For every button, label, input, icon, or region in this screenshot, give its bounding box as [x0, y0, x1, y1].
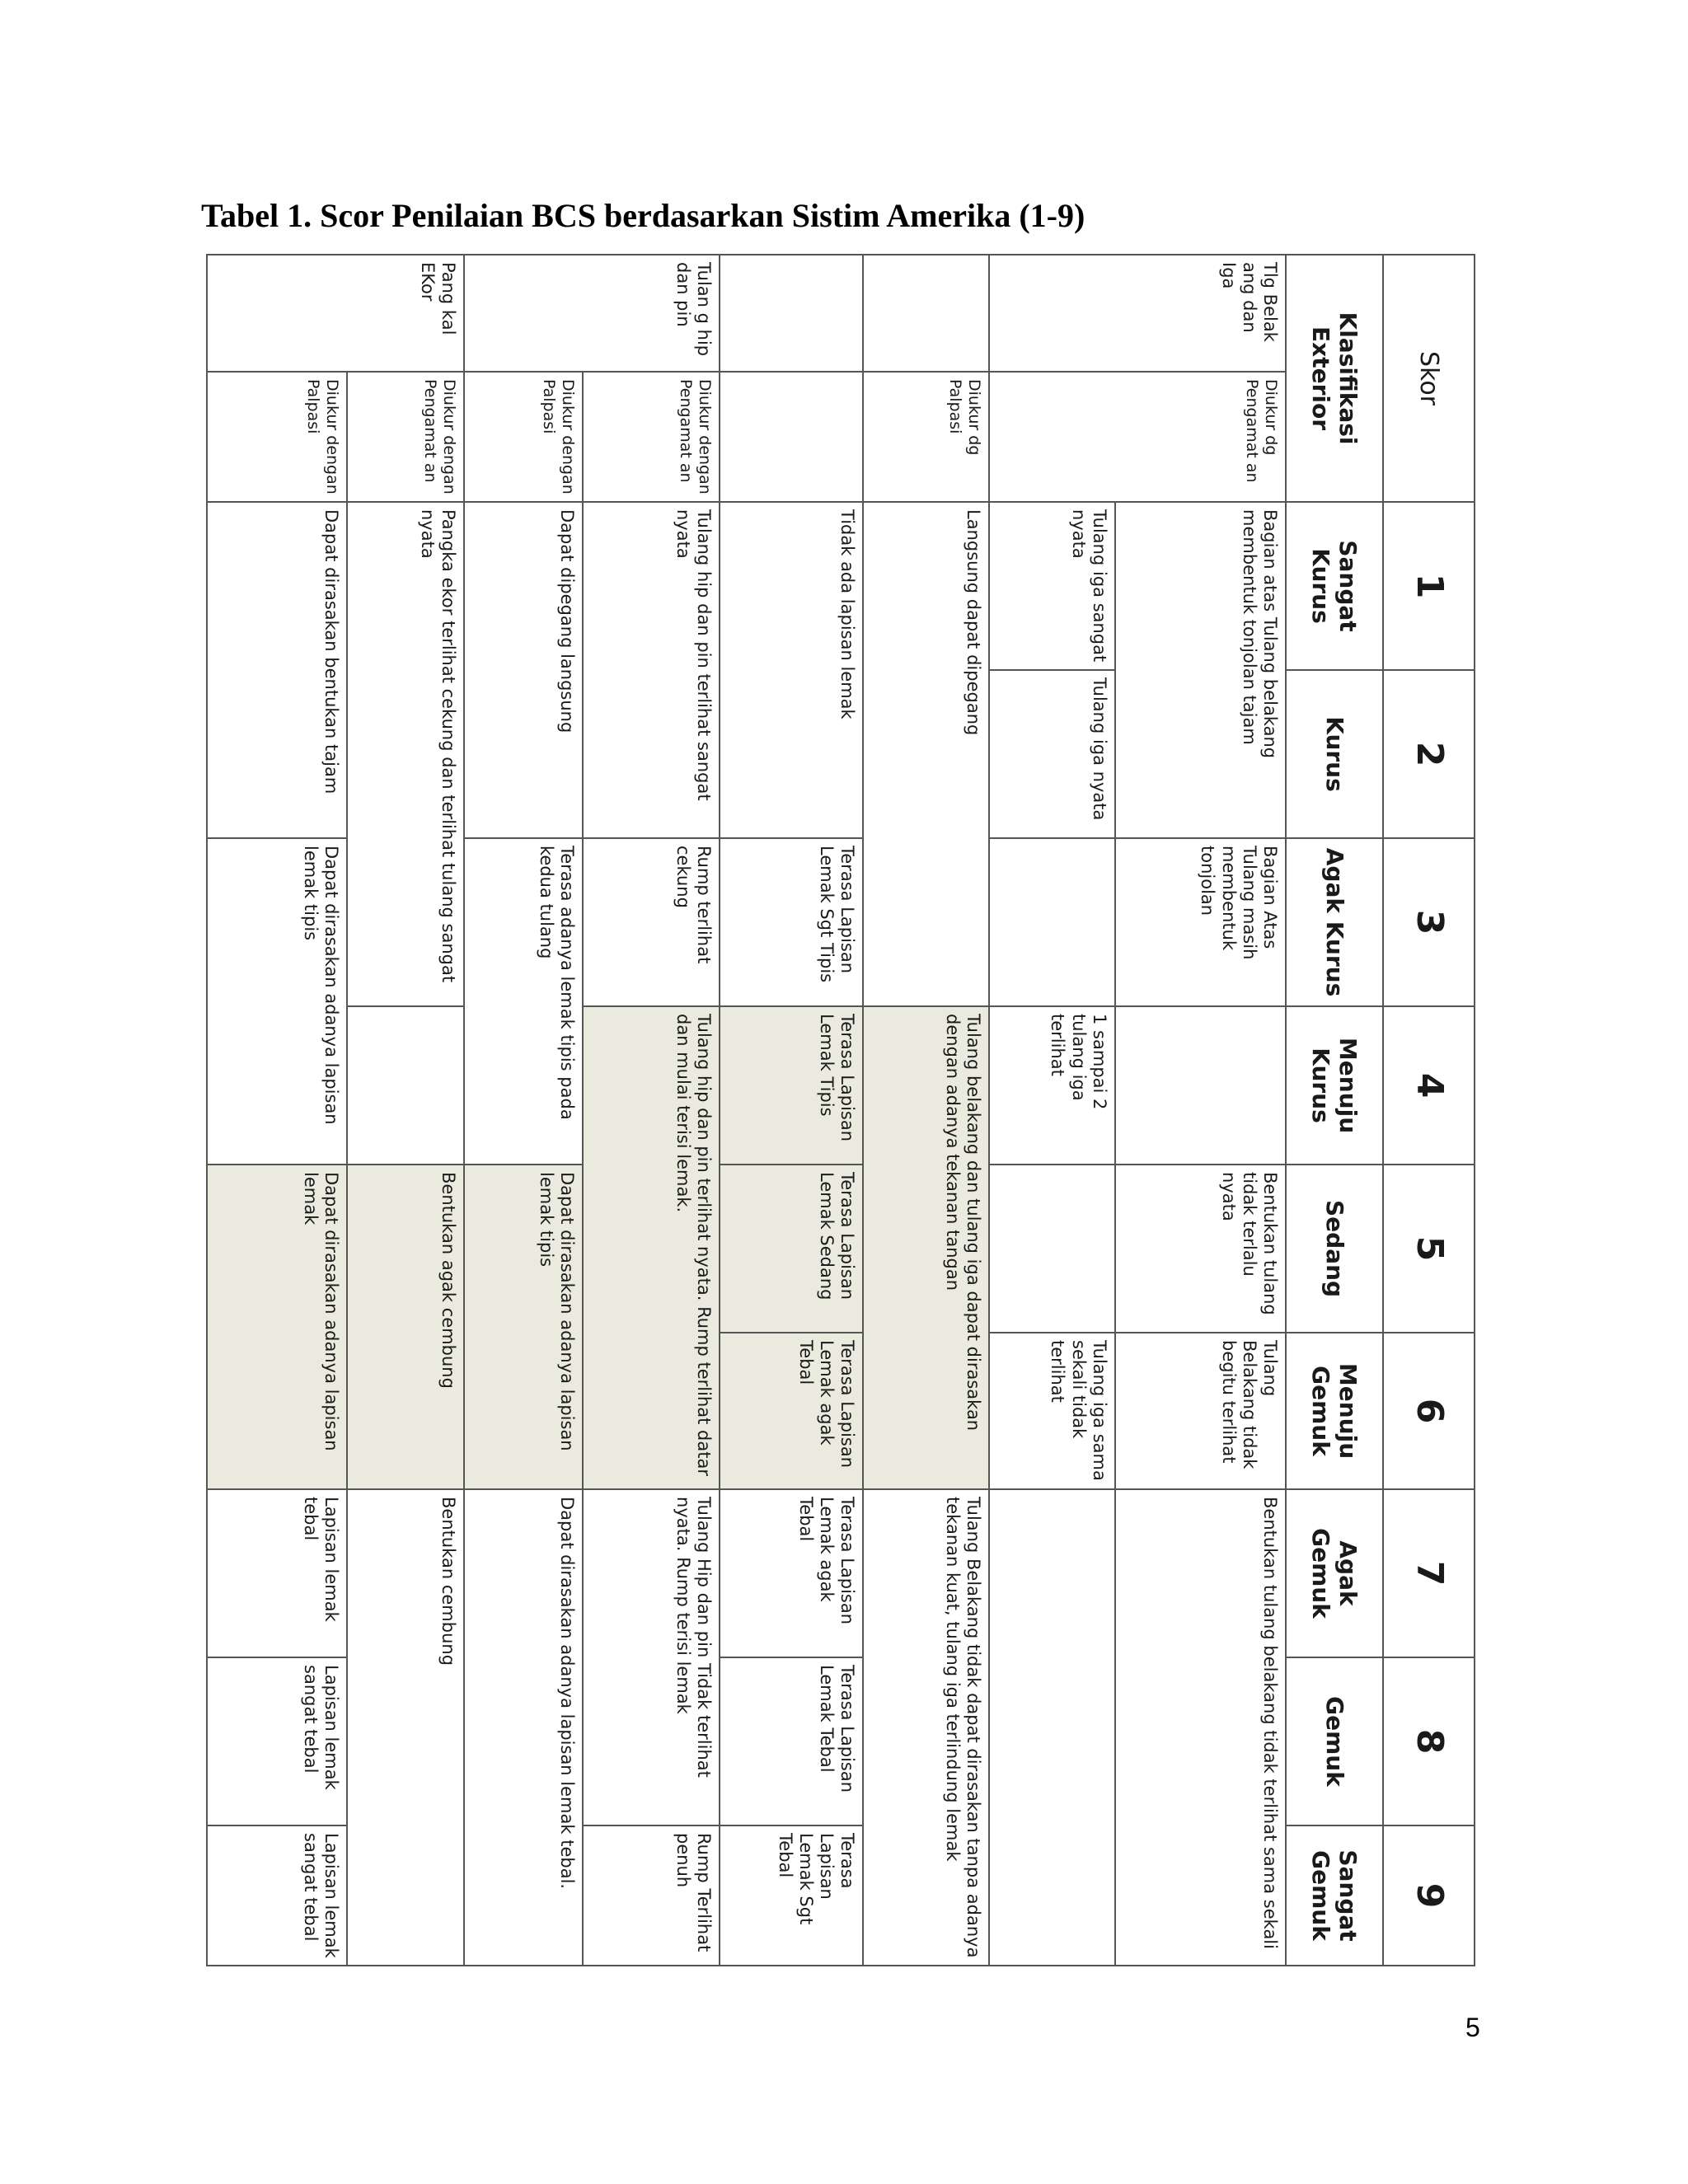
page-number: 5 — [1465, 2013, 1480, 2042]
cell-lemak-1-2: Tidak ada lapisan lemak — [720, 502, 864, 838]
cell-pal-1-3: Langsung dapat dipegang — [863, 502, 989, 1006]
method-empty-2 — [720, 372, 864, 502]
method-hip-pengamatan: Diukur dengan Pengamat an — [583, 372, 720, 502]
cell-pal-7-9: Tulang Belakang tidak dapat dirasakan tanpa adanya tekanan kuat, tulang iga terlindung lemak — [863, 1489, 989, 1966]
method-pengamatan: Diukur dg Pengamat an — [989, 372, 1286, 502]
klasifikasi-header: Klasifikasi Exterior — [1286, 255, 1383, 502]
score-3: 3 — [1383, 838, 1475, 1006]
cell-hip-3: Rump terlihat cekung — [583, 838, 720, 1006]
cell-ekor-4 — [347, 1006, 464, 1165]
cell-hp-3-4: Terasa adanya lemak tipis pada kedua tulang — [464, 838, 583, 1165]
cell-tb-1-2: Bagian atas Tulang belakang membentuk tonjolan tajam — [1115, 502, 1286, 838]
bcs-score-table — [206, 254, 1475, 1966]
cell-hp-1-2: Dapat dipegang langsung — [464, 502, 583, 838]
cell-iga-4: 1 sampai 2 tulang iga terlihat — [989, 1006, 1115, 1165]
method-hip-palpasi: Diukur dengan Palpasi — [464, 372, 583, 502]
row-label-empty-1 — [863, 255, 989, 372]
cell-hip-7-8: Tulang Hip dan pin Tidak terlihat nyata. Rump terisi lemak — [583, 1489, 720, 1825]
class-1: Sangat Kurus — [1286, 502, 1383, 670]
cell-tb-4 — [1115, 1006, 1286, 1165]
cell-tb-3: Bagian Atas Tulang masih membentuk tonjolan — [1115, 838, 1286, 1006]
skor-header: Skor — [1383, 255, 1475, 502]
cell-iga-5 — [989, 1165, 1115, 1333]
cell-iga-3 — [989, 838, 1115, 1006]
bcs-table-container — [0, 254, 1475, 1958]
class-6: Menuju Gemuk — [1286, 1333, 1383, 1489]
class-7: Agak Gemuk — [1286, 1489, 1383, 1657]
score-7: 7 — [1383, 1489, 1475, 1657]
cell-ep-3-4: Dapat dirasakan adanya lapisan lemak tipis — [207, 838, 347, 1165]
cell-iga-7-9 — [989, 1489, 1115, 1966]
class-8: Gemuk — [1286, 1657, 1383, 1825]
cell-lemak-9: Terasa Lapisan Lemak Sgt Tebal — [720, 1825, 864, 1966]
row-label-tulang-belakang: Tlg Belak ang dan Iga — [989, 255, 1286, 372]
cell-hp-5-6: Dapat dirasakan adanya lapisan lemak tipis — [464, 1165, 583, 1489]
cell-pal-4-6: Tulang belakang dan tulang iga dapat dirasakan dengan adanya tekanan tangan — [863, 1006, 989, 1489]
cell-iga-1: Tulang iga sangat nyata — [989, 502, 1115, 670]
cell-ep-8: Lapisan lemak sangat tebal — [207, 1657, 347, 1825]
score-1: 1 — [1383, 502, 1475, 670]
cell-hip-1-2: Tulang hip dan pin terlihat sangat nyata — [583, 502, 720, 838]
cell-ekor-5-6: Bentukan agak cembung — [347, 1165, 464, 1489]
class-4: Menuju Kurus — [1286, 1006, 1383, 1165]
cell-hip-4-6: Tulang hip dan pin terlihat nyata. Rump terlihat datar dan mulai terisi lemak. — [583, 1006, 720, 1489]
cell-hip-9: Rump Terlihat penuh — [583, 1825, 720, 1966]
cell-iga-6: Tulang iga sama sekali tidak terlihat — [989, 1333, 1115, 1489]
score-8: 8 — [1383, 1657, 1475, 1825]
cell-iga-2: Tulang iga nyata — [989, 670, 1115, 838]
cell-lemak-7: Terasa Lapisan Lemak agak Tebal — [720, 1489, 864, 1657]
cell-ep-7: Lapisan lemak tebal — [207, 1489, 347, 1657]
method-ekor-pengamatan: Diukur dengan Pengamat an — [347, 372, 464, 502]
score-9: 9 — [1383, 1825, 1475, 1966]
cell-tb-6: Tulang Belakang tidak begitu terlihat — [1115, 1333, 1286, 1489]
row-label-tulang-hip: Tulan g hip dan pin — [464, 255, 720, 372]
cell-lemak-8: Terasa Lapisan Lemak Tebal — [720, 1657, 864, 1825]
class-9: Sangat Gemuk — [1286, 1825, 1383, 1966]
cell-ep-1-2: Dapat dirasakan bentukan tajam — [207, 502, 347, 838]
table-caption: Tabel 1. Scor Penilaian BCS berdasarkan Sistim Amerika (1-9) — [201, 197, 1085, 234]
row-label-pangkal-ekor: Pang kal EKor — [207, 255, 464, 372]
cell-hp-7-9: Dapat dirasakan adanya lapisan lemak tebal. — [464, 1489, 583, 1966]
row-label-empty-2 — [720, 255, 864, 372]
cell-ekor-1-3: Pangka ekor terlihat cekung dan terlihat tulang sangat nyata — [347, 502, 464, 1006]
cell-lemak-4: Terasa Lapisan Lemak Tipis — [720, 1006, 864, 1165]
cell-ekor-7-9: Bentukan cembung — [347, 1489, 464, 1966]
class-5: Sedang — [1286, 1165, 1383, 1333]
cell-lemak-5: Terasa Lapisan Lemak Sedang — [720, 1165, 864, 1333]
class-3: Agak Kurus — [1286, 838, 1383, 1006]
score-5: 5 — [1383, 1165, 1475, 1333]
class-2: Kurus — [1286, 670, 1383, 838]
cell-lemak-6: Terasa Lapisan Lemak agak Tebal — [720, 1333, 864, 1489]
score-2: 2 — [1383, 670, 1475, 838]
cell-tb-5: Bentukan tulang tidak terlalu nyata — [1115, 1165, 1286, 1333]
cell-lemak-3: Terasa Lapisan Lemak Sgt Tipis — [720, 838, 864, 1006]
score-6: 6 — [1383, 1333, 1475, 1489]
score-4: 4 — [1383, 1006, 1475, 1165]
cell-ep-5-6: Dapat dirasakan adanya lapisan lemak — [207, 1165, 347, 1489]
method-palpasi: Diukur dg Palpasi — [863, 372, 989, 502]
method-ekor-palpasi: Diukur dengan Palpasi — [207, 372, 347, 502]
cell-tb-7-9: Bentukan tulang belakang tidak terlihat sama sekali — [1115, 1489, 1286, 1966]
cell-ep-9: Lapisan lemak sangat tebal — [207, 1825, 347, 1966]
